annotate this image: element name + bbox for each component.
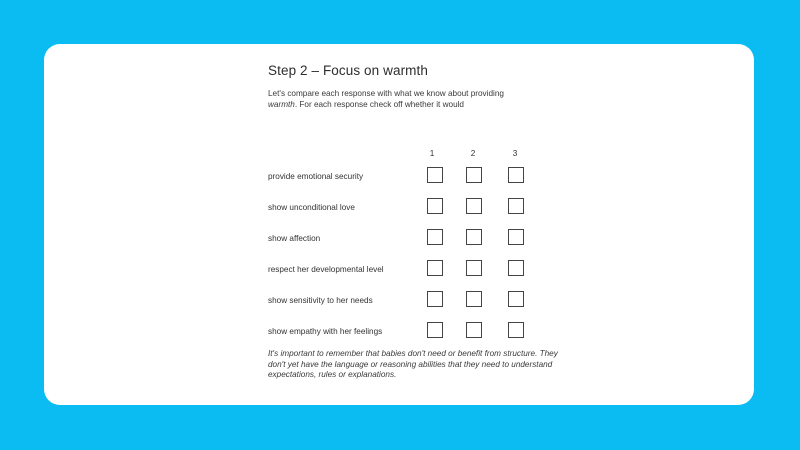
intro-part-1: Let's compare each response with what we know about providing bbox=[268, 89, 504, 98]
response-row-developmental-level bbox=[268, 260, 578, 280]
checkbox-affection-col2[interactable] bbox=[466, 229, 482, 245]
worksheet-card bbox=[44, 44, 754, 405]
intro-part-2: . For each response check off whether it would bbox=[294, 99, 464, 109]
row-label: show sensitivity to her needs bbox=[268, 296, 373, 305]
checkbox-developmental-level-col1[interactable] bbox=[427, 260, 443, 276]
checkbox-emotional-security-col3[interactable] bbox=[508, 167, 524, 183]
column-header-3: 3 bbox=[512, 149, 518, 158]
checkbox-empathy-col1[interactable] bbox=[427, 322, 443, 338]
response-row-sensitivity bbox=[268, 291, 578, 311]
checkbox-affection-col1[interactable] bbox=[427, 229, 443, 245]
checkbox-affection-col3[interactable] bbox=[508, 229, 524, 245]
row-label: show unconditional love bbox=[268, 203, 355, 212]
checkbox-empathy-col2[interactable] bbox=[466, 322, 482, 338]
row-label: respect her developmental level bbox=[268, 265, 384, 274]
checkbox-unconditional-love-col1[interactable] bbox=[427, 198, 443, 214]
intro-emphasis: warmth bbox=[268, 99, 295, 109]
note-text: It's important to remember that babies don't need or benefit from structure. They don't yet have the language or reasoning abilities that they need to understand expectations, rules or explanations. bbox=[268, 349, 558, 380]
row-label: show empathy with her feelings bbox=[268, 327, 383, 336]
checkbox-sensitivity-col1[interactable] bbox=[427, 291, 443, 307]
checkbox-unconditional-love-col2[interactable] bbox=[466, 198, 482, 214]
response-row-empathy bbox=[268, 322, 578, 342]
step-title: Step 2 – Focus on warmth bbox=[268, 63, 428, 78]
checkbox-emotional-security-col2[interactable] bbox=[466, 167, 482, 183]
column-header-2: 2 bbox=[470, 149, 476, 158]
response-row-emotional-security bbox=[268, 167, 578, 187]
checkbox-unconditional-love-col3[interactable] bbox=[508, 198, 524, 214]
response-row-affection bbox=[268, 229, 578, 249]
checkbox-emotional-security-col1[interactable] bbox=[427, 167, 443, 183]
intro-text bbox=[268, 89, 578, 110]
worksheet-content bbox=[268, 63, 578, 380]
response-row-unconditional-love bbox=[268, 198, 578, 218]
checkbox-developmental-level-col3[interactable] bbox=[508, 260, 524, 276]
column-header-1: 1 bbox=[429, 149, 435, 158]
checkbox-sensitivity-col3[interactable] bbox=[508, 291, 524, 307]
row-label: provide emotional security bbox=[268, 172, 364, 181]
checkbox-empathy-col3[interactable] bbox=[508, 322, 524, 338]
row-label: show affection bbox=[268, 234, 321, 243]
checkbox-sensitivity-col2[interactable] bbox=[466, 291, 482, 307]
checkbox-developmental-level-col2[interactable] bbox=[466, 260, 482, 276]
